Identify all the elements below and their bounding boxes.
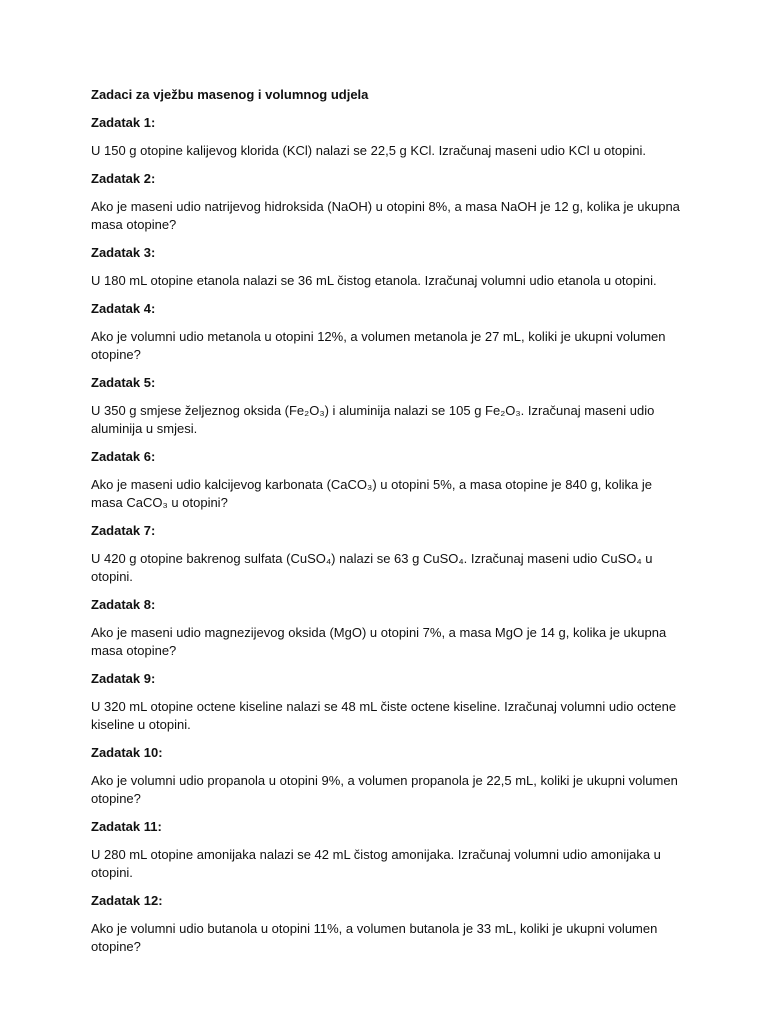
- task-text: U 150 g otopine kalijevog klorida (KCl) nalazi se 22,5 g KCl. Izračunaj maseni udio KCl u otopini.: [91, 143, 646, 158]
- task-8: [91, 596, 683, 660]
- task-12: [91, 892, 683, 956]
- task-heading: Zadatak 7:: [91, 523, 156, 538]
- task-heading: Zadatak 10:: [91, 745, 163, 760]
- document-title: Zadaci za vježbu masenog i volumnog udjela: [91, 87, 369, 102]
- task-heading: Zadatak 3:: [91, 245, 156, 260]
- task-5: [91, 374, 683, 438]
- task-heading: Zadatak 12:: [91, 893, 163, 908]
- task-text: Ako je maseni udio natrijevog hidroksida (NaOH) u otopini 8%, a masa NaOH je 12 g, kolika je ukupna masa otopine?: [91, 199, 680, 232]
- task-heading: Zadatak 6:: [91, 449, 156, 464]
- task-text: U 280 mL otopine amonijaka nalazi se 42 mL čistog amonijaka. Izračunaj volumni udio amonijaka u otopini.: [91, 847, 661, 880]
- task-heading: Zadatak 8:: [91, 597, 156, 612]
- task-1: [91, 114, 683, 160]
- task-4: [91, 300, 683, 364]
- task-text: Ako je volumni udio butanola u otopini 11%, a volumen butanola je 33 mL, koliki je ukupni volumen otopine?: [91, 921, 658, 954]
- task-10: [91, 744, 683, 808]
- document-page: [91, 86, 683, 966]
- task-text: Ako je maseni udio kalcijevog karbonata (CaCO₃) u otopini 5%, a masa otopine je 840 g, kolika je masa CaCO₃ u otopini?: [91, 477, 652, 510]
- task-text: Ako je volumni udio propanola u otopini 9%, a volumen propanola je 22,5 mL, koliki je ukupni volumen otopine?: [91, 773, 678, 806]
- task-text: U 350 g smjese željeznog oksida (Fe₂O₃) i aluminija nalazi se 105 g Fe₂O₃. Izračunaj maseni udio aluminija u smjesi.: [91, 403, 655, 436]
- task-9: [91, 670, 683, 734]
- task-6: [91, 448, 683, 512]
- task-heading: Zadatak 1:: [91, 115, 156, 130]
- task-heading: Zadatak 4:: [91, 301, 156, 316]
- task-3: [91, 244, 683, 290]
- task-text: Ako je maseni udio magnezijevog oksida (MgO) u otopini 7%, a masa MgO je 14 g, kolika je ukupna masa otopine?: [91, 625, 667, 658]
- task-heading: Zadatak 9:: [91, 671, 156, 686]
- task-heading: Zadatak 2:: [91, 171, 156, 186]
- task-2: [91, 170, 683, 234]
- task-text: U 320 mL otopine octene kiseline nalazi se 48 mL čiste octene kiseline. Izračunaj volumni udio octene kiseline u otopini.: [91, 699, 677, 732]
- task-7: [91, 522, 683, 586]
- task-text: Ako je volumni udio metanola u otopini 12%, a volumen metanola je 27 mL, koliki je ukupni volumen otopine?: [91, 329, 666, 362]
- task-11: [91, 818, 683, 882]
- task-text: U 420 g otopine bakrenog sulfata (CuSO₄) nalazi se 63 g CuSO₄. Izračunaj maseni udio CuSO₄ u otopini.: [91, 551, 653, 584]
- task-heading: Zadatak 11:: [91, 819, 162, 834]
- task-heading: Zadatak 5:: [91, 375, 156, 390]
- task-text: U 180 mL otopine etanola nalazi se 36 mL čistog etanola. Izračunaj volumni udio etanola u otopini.: [91, 273, 657, 288]
